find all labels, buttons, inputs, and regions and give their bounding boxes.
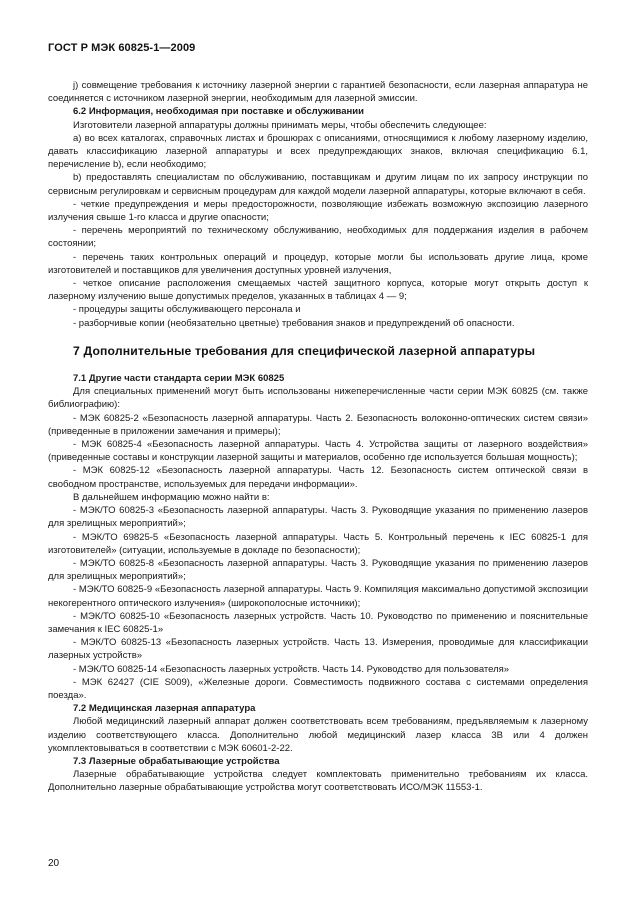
paragraph: Любой медицинский лазерный аппарат должен соответствовать всем требованиям, предъявляемым к лазерному изделию соответствующего класса. Дополнительно любой медицинский лазер класса 3В или 4 должен укомплектовываться в соответствии с МЭК 60601-2-22. bbox=[48, 716, 588, 754]
chapter-heading: 7 Дополнительные требования для специфической лазерной аппаратуры bbox=[73, 343, 536, 358]
list-item: - МЭК 60825-12 «Безопасность лазерной аппаратуры. Часть 12. Безопасность систем оптической связи в свободном пространстве, используемых для передачи информации». bbox=[48, 465, 588, 490]
paragraph: Для специальных применений могут быть использованы нижеперечисленные части серии МЭК 60825 (см. также библиографию): bbox=[48, 386, 588, 411]
section-heading: 7.1 Другие части стандарта серии МЭК 60825 bbox=[73, 373, 285, 385]
list-item: - МЭК 60825-2 «Безопасность лазерной аппаратуры. Часть 2. Безопасность волоконно-оптических систем связи» (приведенные в приложении замечания и примеры); bbox=[48, 412, 588, 437]
list-item: - процедуры защиты обслуживающего персонала и bbox=[73, 304, 301, 316]
list-item: - четкие предупреждения и меры предосторожности, позволяющие избежать возможную экспозицию лазерного излучения свыше 1-го класса и другие опасности; bbox=[48, 198, 588, 224]
section-heading: 6.2 Информация, необходимая при поставке и обслуживании bbox=[73, 106, 364, 118]
paragraph: Изготовители лазерной аппаратуры должны принимать меры, чтобы обеспечить следующее: bbox=[73, 119, 487, 131]
list-item: - МЭК/ТО 60825-3 «Безопасность лазерной аппаратуры. Часть 3. Руководящие указания по применению лазеров для зрелищных мероприятий»; bbox=[48, 505, 588, 530]
list-item: - разборчивые копии (необязательно цветные) требования знаков и предупреждений об опасности. bbox=[73, 317, 515, 329]
list-item: - перечень мероприятий по техническому обслуживанию, необходимых для поддержания изделия в рабочем состоянии; bbox=[48, 225, 588, 250]
list-item: - МЭК/ТО 60825-14 «Безопасность лазерных устройств. Часть 14. Руководство для пользователя» bbox=[73, 663, 510, 675]
section-heading: 7.3 Лазерные обрабатывающие устройства bbox=[73, 755, 280, 767]
list-item: - МЭК 60825-4 «Безопасность лазерной аппаратуры. Часть 4. Устройства защиты от лазерного воздействия» (приведенные составы и конструкции лазерной защиты и материалов, особенно где используется большая мощность); bbox=[48, 439, 588, 464]
list-item: - МЭК/ТО 60825-9 «Безопасность лазерной аппаратуры. Часть 9. Компиляция максимально допустимой экспозиции некогерентного оптического излучения» (широкополосные источники); bbox=[48, 584, 588, 609]
standard-header: ГОСТ Р МЭК 60825-1—2009 bbox=[48, 42, 196, 54]
page-number: 20 bbox=[48, 858, 60, 869]
section-heading: 7.2 Медицинская лазерная аппаратура bbox=[73, 703, 256, 715]
paragraph: В дальнейшем информацию можно найти в: bbox=[73, 491, 270, 503]
list-item: - перечень таких контрольных операций и процедур, которые могли бы использовать другие лица, кроме изготовителей и поставщиков для увеличения доступных уровней излучения, bbox=[48, 251, 588, 276]
list-item: a) во всех каталогах, справочных листах и брошюрах с описаниями, относящимися к любому лазерному изделию, давать классификацию лазерной аппаратуры и всех предупреждающих знаков, включая спецификацию 6.1, перечисление b), если необходимо; bbox=[48, 132, 588, 171]
list-item: - МЭК/ТО 60825-13 «Безопасность лазерных устройств. Часть 13. Измерения, проводимые для классификации лазерных устройств» bbox=[48, 637, 588, 662]
paragraph: Лазерные обрабатывающие устройства следует комплектовать применительно требованиям их класса. Дополнительно лазерные обрабатывающие устройства могут соответствовать ИСО/МЭК 11553-1. bbox=[48, 769, 588, 794]
document-body bbox=[48, 79, 588, 795]
list-item: - МЭК 62427 (CIE S009), «Железные дороги. Совместимость подвижного состава с системами определения поезда». bbox=[48, 676, 588, 701]
list-item: - МЭК/ТО 60825-10 «Безопасность лазерных устройств. Часть 10. Руководство по применению и пояснительные замечания к IEC 60825-1» bbox=[48, 610, 588, 635]
list-item: - четкое описание расположения смещаемых частей защитного корпуса, которые могут открыть доступ к лазерному излучению выше допустимых пределов, указанных в таблицах 4 — 9; bbox=[48, 278, 588, 303]
paragraph: j) совмещение требования к источнику лазерной энергии с гарантией безопасности, если лазерная аппаратура не соединяется с источником лазерной энергии, необходимым для лазерной эмиссии. bbox=[48, 80, 588, 105]
list-item: - МЭК/ТО 69825-5 «Безопасность лазерной аппаратуры. Часть 5. Контрольный перечень к IEC 60825-1 для изготовителей» (ситуации, используемые в докладе по безопасности); bbox=[48, 531, 588, 556]
list-item: b) предоставлять специалистам по обслуживанию, поставщикам и другим лицам по их запросу инструкции по сервисным регулировкам и сервисным процедурам для каждой модели лазерной аппаратуры, которые включают в себя. bbox=[48, 172, 588, 197]
list-item: - МЭК/ТО 60825-8 «Безопасность лазерной аппаратуры. Часть 3. Руководящие указания по применению лазеров для зрелищных мероприятий»; bbox=[48, 557, 588, 583]
